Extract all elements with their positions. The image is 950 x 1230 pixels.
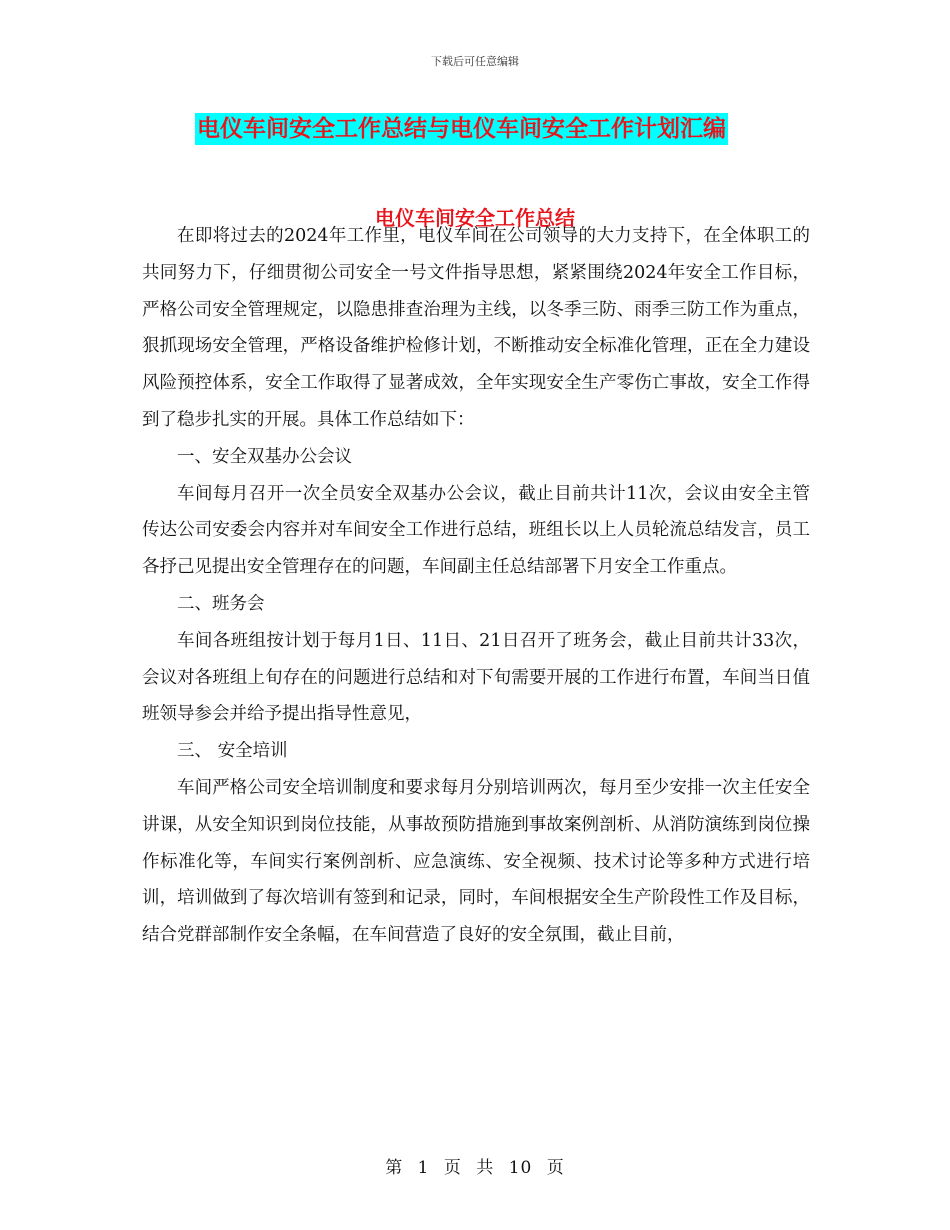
page-current: 1: [417, 1158, 430, 1178]
total-unit: 页: [546, 1158, 565, 1178]
heading-team-meeting: 二、班务会: [177, 593, 265, 614]
heading-safety-training: 三、 安全培训: [177, 741, 288, 762]
page-total: 10: [508, 1158, 533, 1178]
page-label: 第: [385, 1158, 404, 1178]
page-unit: 页: [443, 1158, 462, 1178]
heading-safety-meeting: 一、安全双基办公会议: [177, 446, 352, 467]
safety-training-paragraph: 车间严格公司安全培训制度和要求每月分别培训两次，每月至少安排一次主任安全讲课，从安全知识到岗位技能，从事故预防措施到事故案例剖析、从消防演练到岗位操作标准化等，车间实行案例剖析、应急演练、安全视频、技术讨论等多种方式进行培训，培训做到了每次培训有签到和记录，同时，车间根据安全生产阶段性工作及目标，结合党群部制作安全条幅，在车间营造了良好的安全氛围，截止目前，: [142, 777, 810, 946]
team-meeting-paragraph: 车间各班组按计划于每月1日、11日、21日召开了班务会，截止目前共计33次，会议对各班组上旬存在的问题进行总结和对下旬需要开展的工作进行布置，车间当日值班领导参会并给予提出指导性意见，: [142, 630, 810, 725]
header-note: 下载后可任意编辑: [431, 55, 519, 68]
page-footer: [0, 1153, 950, 1178]
safety-meeting-paragraph: 车间每月召开一次全员安全双基办公会议，截止目前共计11次，会议由安全主管传达公司安委会内容并对车间安全工作进行总结，班组长以上人员轮流总结发言，员工各抒己见提出安全管理存在的问题，车间副主任总结部署下月安全工作重点。: [142, 483, 810, 578]
document-main-title: 电仪车间安全工作总结与电仪车间安全工作计划汇编: [195, 113, 728, 145]
document-body: [142, 218, 810, 954]
intro-paragraph: 在即将过去的2024年工作里，电仪车间在公司领导的大力支持下，在全体职工的共同努力下，仔细贯彻公司安全一号文件指导思想，紧紧围绕2024年安全工作目标，严格公司安全管理规定，以隐患排查治理为主线，以冬季三防、雨季三防工作为重点，狠抓现场安全管理，严格设备维护检修计划，不断推动安全标准化管理，正在全力建设风险预控体系，安全工作取得了显著成效，全年实现安全生产零伤亡事故，安全工作得到了稳步扎实的开展。具体工作总结如下：: [142, 226, 810, 430]
total-label: 共: [476, 1158, 495, 1178]
section-title: 电仪车间安全工作总结: [375, 206, 575, 230]
